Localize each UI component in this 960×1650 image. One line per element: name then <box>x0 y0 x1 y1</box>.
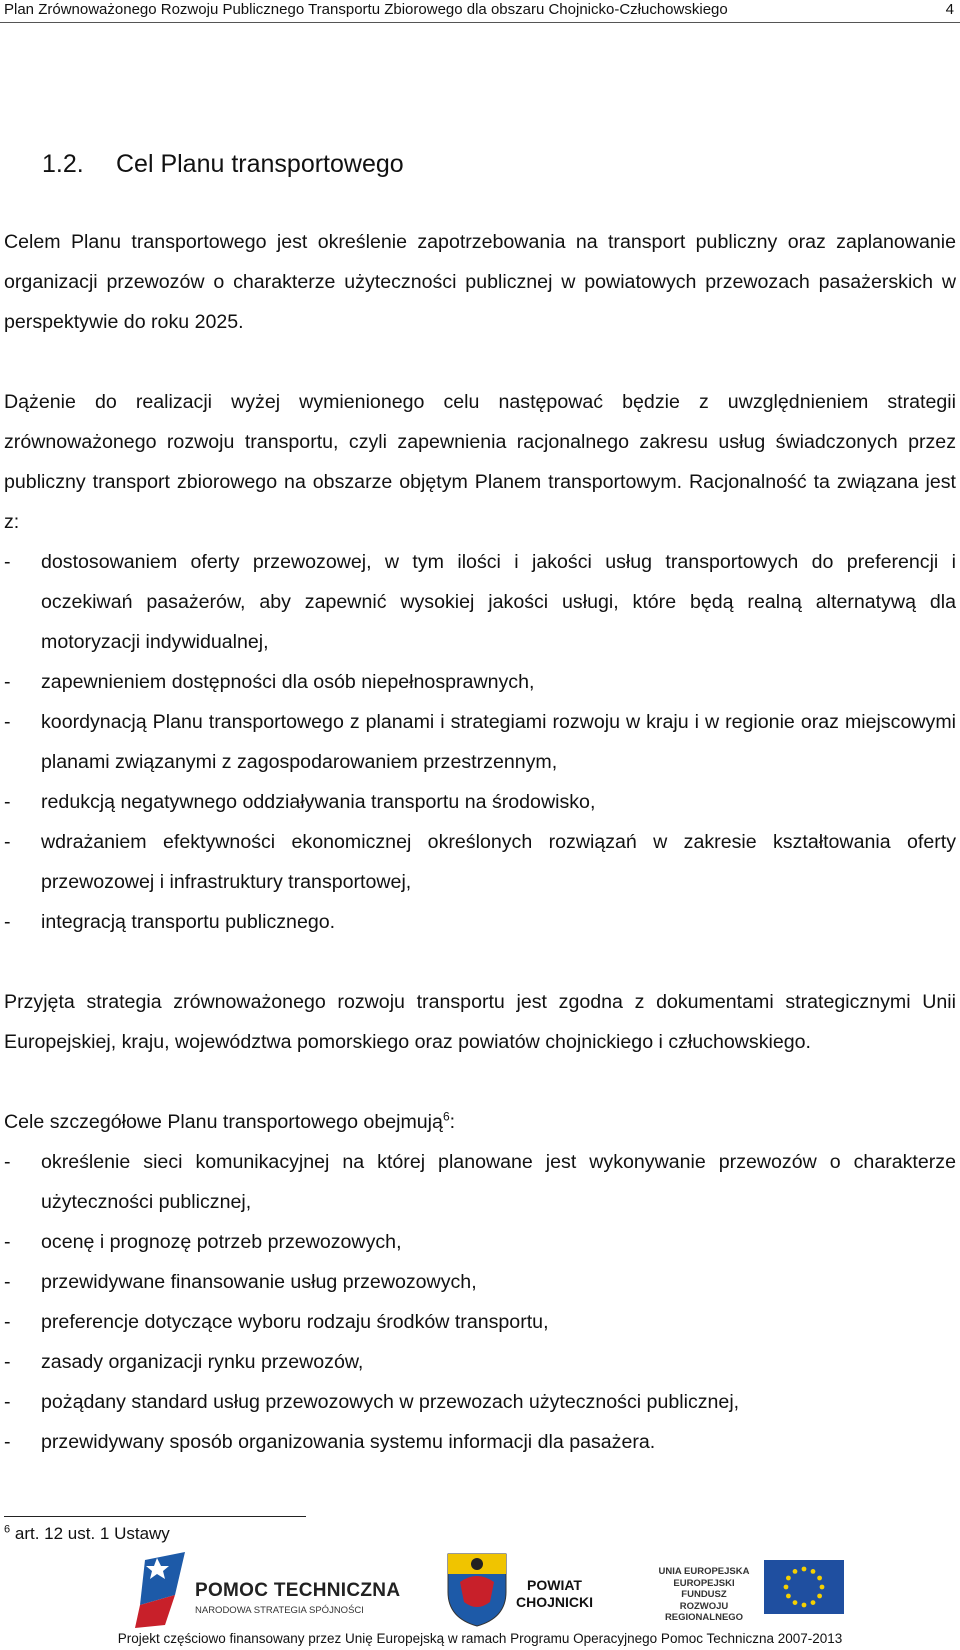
document-body <box>4 222 956 1462</box>
footnote <box>4 1524 170 1544</box>
footnote-text: art. 12 ust. 1 Ustawy <box>14 1524 170 1543</box>
spacer <box>4 342 956 382</box>
paragraph-strategy: Dążenie do realizacji wyżej wymienionego celu następować będzie z uwzględnieniem strategii zrównoważonego rozwoju transportu, czyli zapewnienia racjonalnego zakresu usług świadczonych przez publiczny transport zbiorowego na obszarze objętym Planem transportowym. Racjonalność ta związana jest z: <box>4 391 956 533</box>
page-number: 4 <box>945 1 954 18</box>
list-dash: - <box>4 1351 11 1373</box>
logo-bar <box>0 1550 960 1630</box>
paragraph-goal: Celem Planu transportowego jest określenie zapotrzebowania na transport publiczny oraz zaplanowanie organizacji przewozów o charakterze użyteczności publicznej w powiatowych przewozach pasażerskich w perspektywie do roku 2025. <box>4 231 956 333</box>
paragraph-compliance: Przyjęta strategia zrównoważonego rozwoju transportu jest zgodna z dokumentami strategicznymi Unii Europejskiej, kraju, województwa pomorskiego oraz powiatów chojnickiego i człuchowskiego. <box>4 991 956 1053</box>
funding-note: Projekt częściowo finansowany przez Unię Europejską w ramach Programu Operacyjnego Pomoc Techniczna 2007-2013 <box>117 1631 843 1646</box>
spacer <box>4 1062 956 1102</box>
footnote-number: 6 <box>4 1523 11 1536</box>
list-dash: - <box>4 1311 11 1333</box>
list-dash: - <box>4 1271 11 1293</box>
list-dash: - <box>4 551 11 573</box>
eu-flag-icon <box>764 1560 844 1614</box>
list-item: - preferencje dotyczące wyboru rodzaju środków transportu, <box>4 1302 956 1342</box>
section-heading <box>42 150 404 179</box>
footnote-reference[interactable]: 6 <box>442 1109 450 1124</box>
list-item: - zasady organizacji rynku przewozów, <box>4 1342 956 1382</box>
list-item: - wdrażaniem efektywności ekonomicznej określonych rozwiązań w zakresie kształtowania oferty przewozowej i infrastruktury transportowej, <box>4 822 956 902</box>
paragraph-detailed-goals: Cele szczegółowe Planu transportowego obejmują$^6$: <box>4 1109 456 1133</box>
list-item: - ocenę i prognozę potrzeb przewozowych, <box>4 1222 956 1262</box>
eu-fund-logo <box>650 1560 860 1624</box>
list-rationality <box>4 542 956 942</box>
page-header <box>0 0 960 23</box>
list-dash: - <box>4 1231 11 1253</box>
list-dash: - <box>4 1431 11 1453</box>
pomoc-techniczna-subtitle: NARODOWA STRATEGIA SPÓJNOŚCI <box>195 1605 364 1616</box>
pomoc-techniczna-emblem-icon <box>135 1550 195 1628</box>
coat-of-arms-icon <box>446 1552 508 1628</box>
list-detailed-goals <box>4 1142 956 1462</box>
list-dash: - <box>4 911 11 933</box>
list-item: - przewidywany sposób organizowania systemu informacji dla pasażera. <box>4 1422 956 1462</box>
powiat-chojnicki-text: POWIAT CHOJNICKI <box>516 1577 594 1610</box>
list-item: - przewidywane finansowanie usług przewozowych, <box>4 1262 956 1302</box>
powiat-chojnicki-logo <box>446 1552 646 1628</box>
header-title: Plan Zrównoważonego Rozwoju Publicznego Transportu Zbiorowego dla obszaru Chojnicko-Człuchowskiego <box>4 1 728 18</box>
list-dash: - <box>4 831 11 853</box>
list-dash: - <box>4 711 11 733</box>
section-title: Cel Planu transportowego <box>116 150 404 178</box>
eu-fund-text: UNIA EUROPEJSKA EUROPEJSKI FUNDUSZ ROZWOJU REGIONALNEGO <box>658 1566 750 1623</box>
list-item: - zapewnieniem dostępności dla osób niepełnosprawnych, <box>4 662 956 702</box>
list-item: - określenie sieci komunikacyjnej na której planowane jest wykonywanie przewozów o charakterze użyteczności publicznej, <box>4 1142 956 1222</box>
list-item: - pożądany standard usług przewozowych w przewozach użyteczności publicznej, <box>4 1382 956 1422</box>
pomoc-techniczna-logo <box>135 1550 401 1628</box>
list-item: - redukcją negatywnego oddziaływania transportu na środowisko, <box>4 782 956 822</box>
footnote-separator <box>4 1516 306 1517</box>
spacer <box>4 942 956 982</box>
list-dash: - <box>4 671 11 693</box>
pomoc-techniczna-title: POMOC TECHNICZNA <box>195 1580 401 1601</box>
section-number: 1.2. <box>42 150 84 178</box>
list-item: - integracją transportu publicznego. <box>4 902 956 942</box>
list-dash: - <box>4 791 11 813</box>
list-dash: - <box>4 1391 11 1413</box>
list-dash: - <box>4 1151 11 1173</box>
list-item: - dostosowaniem oferty przewozowej, w tym ilości i jakości usług transportowych do preferencji i oczekiwań pasażerów, aby zapewnić wysokiej jakości usługi, które będą realną alternatywą dla motoryzacji indywidualnej, <box>4 542 956 662</box>
list-item: - koordynacją Planu transportowego z planami i strategiami rozwoju w kraju i w regionie oraz miejscowymi planami związanymi z zagospodarowaniem przestrzennym, <box>4 702 956 782</box>
